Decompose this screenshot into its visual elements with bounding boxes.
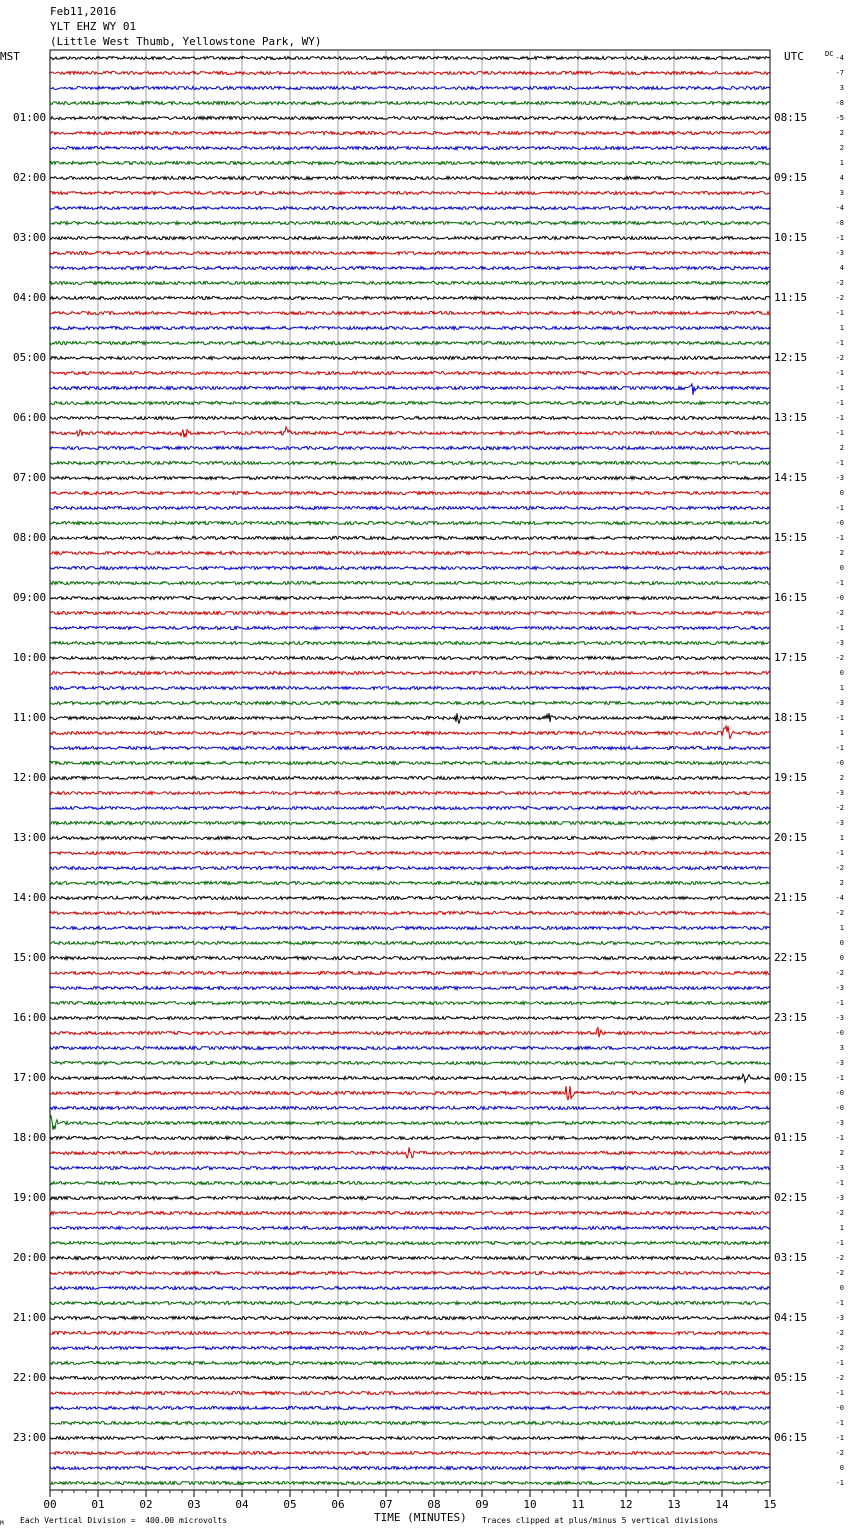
utc-hour-label: 14:15 <box>774 471 808 484</box>
dc-offset-value: -3 <box>835 1119 844 1127</box>
trace-line <box>50 686 770 689</box>
mst-hour-label: 14:00 <box>13 891 47 904</box>
station-location: (Little West Thumb, Yellowstone Park, WY) <box>50 35 322 48</box>
mst-hour-label: 12:00 <box>13 771 47 784</box>
dc-offset-value: -1 <box>835 849 844 857</box>
dc-offset-value: -5 <box>835 114 844 122</box>
dc-offset-value: -4 <box>835 204 844 212</box>
trace-line <box>50 1116 770 1130</box>
utc-hour-label: 20:15 <box>774 831 808 844</box>
dc-offset-value: 3 <box>839 84 844 92</box>
trace-line <box>50 881 770 884</box>
trace-line <box>50 866 770 869</box>
dc-offset-value: -1 <box>835 624 844 632</box>
dc-offset-value: -0 <box>835 759 844 767</box>
trace-line <box>50 1481 770 1484</box>
trace-line <box>50 221 770 224</box>
trace-line <box>50 206 770 209</box>
mst-hour-label: 17:00 <box>13 1071 47 1084</box>
trace-line <box>50 806 770 809</box>
dc-offset-value: -1 <box>835 369 844 377</box>
utc-hour-label: 02:15 <box>774 1191 808 1204</box>
mst-hour-label: 16:00 <box>13 1011 47 1024</box>
dc-offset-value: -2 <box>835 279 844 287</box>
dc-offset-value: -8 <box>835 219 844 227</box>
dc-offset-value: 2 <box>839 549 844 557</box>
trace-line <box>50 281 770 284</box>
dc-offset-value: -4 <box>835 54 844 62</box>
trace-line <box>50 726 770 739</box>
trace-line <box>50 551 770 554</box>
utc-hour-label: 18:15 <box>774 711 808 724</box>
trace-line <box>50 836 770 839</box>
trace-line <box>50 56 770 59</box>
dc-offset-value: -3 <box>835 1014 844 1022</box>
utc-hour-label: 16:15 <box>774 591 808 604</box>
dc-offset-value: -7 <box>835 69 844 77</box>
utc-hour-label: 09:15 <box>774 171 808 184</box>
trace-line <box>50 596 770 599</box>
dc-offset-value: -1 <box>835 429 844 437</box>
trace-line <box>50 1391 770 1394</box>
utc-hour-label: 05:15 <box>774 1371 808 1384</box>
trace-line <box>50 1166 770 1169</box>
x-tick-label: 13 <box>667 1498 681 1511</box>
dc-offset-value: -2 <box>835 909 844 917</box>
trace-line <box>50 1001 770 1004</box>
trace-line <box>50 1301 770 1304</box>
trace-line <box>50 911 770 914</box>
trace-line <box>50 956 770 959</box>
trace-line <box>50 86 770 89</box>
trace-line <box>50 1016 770 1019</box>
trace-line <box>50 191 770 194</box>
dc-offset-value: -1 <box>835 999 844 1007</box>
dc-offset-value: -0 <box>835 594 844 602</box>
utc-hour-label: 08:15 <box>774 111 808 124</box>
dc-offset-value: -3 <box>835 819 844 827</box>
trace-line <box>50 1074 770 1082</box>
trace-line <box>50 384 770 395</box>
utc-hour-label: 01:15 <box>774 1131 808 1144</box>
trace-line <box>50 1421 770 1424</box>
clip-note: Traces clipped at plus/minus 5 vertical divisions <box>482 1516 719 1525</box>
trace-line <box>50 656 770 659</box>
dc-offset-value: -1 <box>835 534 844 542</box>
dc-offset-value: -2 <box>835 1344 844 1352</box>
x-tick-label: 04 <box>235 1498 249 1511</box>
trace-line <box>50 71 770 74</box>
x-tick-label: 07 <box>379 1498 393 1511</box>
dc-offset-value: -1 <box>835 414 844 422</box>
mst-hour-label: 23:00 <box>13 1431 47 1444</box>
dc-offset-value: 0 <box>839 939 844 947</box>
dc-offset-value: -3 <box>835 699 844 707</box>
trace-line <box>50 1028 770 1038</box>
dc-offset-value: -1 <box>835 234 844 242</box>
x-tick-label: 01 <box>91 1498 105 1511</box>
dc-offset-value: -1 <box>835 1134 844 1142</box>
mst-hour-label: 01:00 <box>13 111 47 124</box>
trace-line <box>50 371 770 374</box>
x-tick-label: 06 <box>331 1498 345 1511</box>
dc-label: DC <box>825 50 834 58</box>
dc-offset-value: -2 <box>835 354 844 362</box>
trace-line <box>50 1256 770 1259</box>
dc-offset-value: -2 <box>835 1209 844 1217</box>
trace-line <box>50 761 770 764</box>
x-axis-title: TIME (MINUTES) <box>374 1511 467 1524</box>
dc-offset-value: 4 <box>839 264 844 272</box>
trace-line <box>50 1086 770 1100</box>
record-date: Feb11,2016 <box>50 5 117 18</box>
trace-line <box>50 161 770 164</box>
trace-line <box>50 1136 770 1139</box>
mst-hour-label: 05:00 <box>13 351 47 364</box>
mst-hour-label: 04:00 <box>13 291 47 304</box>
x-tick-label: 00 <box>43 1498 57 1511</box>
trace-line <box>50 476 770 479</box>
dc-offset-value: 1 <box>839 324 844 332</box>
dc-offset-value: 4 <box>839 174 844 182</box>
mst-hour-label: 18:00 <box>13 1131 47 1144</box>
utc-hour-label: 00:15 <box>774 1071 808 1084</box>
dc-offset-value: -0 <box>835 519 844 527</box>
mst-hour-label: 15:00 <box>13 951 47 964</box>
trace-line <box>50 1061 770 1064</box>
trace-line <box>50 611 770 614</box>
dc-offset-value: -0 <box>835 1404 844 1412</box>
mst-hour-label: 20:00 <box>13 1251 47 1264</box>
trace-line <box>50 1196 770 1199</box>
dc-offset-value: -1 <box>835 1419 844 1427</box>
utc-hour-label: 17:15 <box>774 651 808 664</box>
trace-line <box>50 1346 770 1349</box>
dc-offset-value: -2 <box>835 1269 844 1277</box>
x-tick-label: 03 <box>187 1498 201 1511</box>
trace-line <box>50 491 770 494</box>
trace-line <box>50 1241 770 1244</box>
dc-offset-value: -2 <box>835 609 844 617</box>
trace-line <box>50 1406 770 1409</box>
mst-hour-label: 10:00 <box>13 651 47 664</box>
mst-hour-label: 07:00 <box>13 471 47 484</box>
left-axis-title: MST <box>0 50 20 63</box>
x-tick-label: 09 <box>475 1498 489 1511</box>
dc-offset-value: -1 <box>835 309 844 317</box>
dc-offset-value: -3 <box>835 1059 844 1067</box>
dc-offset-value: 1 <box>839 729 844 737</box>
dc-offset-value: -1 <box>835 384 844 392</box>
dc-offset-value: -1 <box>835 1359 844 1367</box>
mst-hour-label: 08:00 <box>13 531 47 544</box>
utc-hour-label: 10:15 <box>774 231 808 244</box>
dc-offset-value: 0 <box>839 1284 844 1292</box>
mst-hour-label: 11:00 <box>13 711 47 724</box>
trace-line <box>50 821 770 824</box>
mst-hour-label: 09:00 <box>13 591 47 604</box>
utc-hour-label: 19:15 <box>774 771 808 784</box>
utc-hour-label: 06:15 <box>774 1431 808 1444</box>
scale-note: Each Vertical Division = 400.00 microvolts <box>20 1516 228 1525</box>
trace-line <box>50 266 770 269</box>
mst-hour-label: 19:00 <box>13 1191 47 1204</box>
trace-line <box>50 776 770 779</box>
trace-line <box>50 251 770 254</box>
trace-line <box>50 791 770 794</box>
dc-offset-value: -3 <box>835 1194 844 1202</box>
dc-offset-value: -1 <box>835 459 844 467</box>
x-tick-label: 05 <box>283 1498 297 1511</box>
x-tick-label: 08 <box>427 1498 441 1511</box>
dc-offset-value: -0 <box>835 1104 844 1112</box>
trace-line <box>50 641 770 644</box>
mst-hour-label: 06:00 <box>13 411 47 424</box>
utc-hour-label: 04:15 <box>774 1311 808 1324</box>
x-tick-label: 11 <box>571 1498 585 1511</box>
trace-line <box>50 1361 770 1364</box>
trace-line <box>50 341 770 344</box>
dc-offset-value: -8 <box>835 99 844 107</box>
dc-offset-value: -1 <box>835 1389 844 1397</box>
trace-line <box>50 356 770 359</box>
x-tick-label: 10 <box>523 1498 537 1511</box>
trace-line <box>50 1436 770 1439</box>
dc-offset-value: -2 <box>835 804 844 812</box>
dc-offset-value: -4 <box>835 894 844 902</box>
trace-line <box>50 131 770 134</box>
mst-hour-label: 22:00 <box>13 1371 47 1384</box>
dc-offset-value: -1 <box>835 339 844 347</box>
trace-line <box>50 746 770 749</box>
trace-line <box>50 626 770 629</box>
dc-offset-value: -3 <box>835 639 844 647</box>
dc-offset-value: 2 <box>839 144 844 152</box>
dc-offset-value: -1 <box>835 1299 844 1307</box>
dc-offset-value: 1 <box>839 684 844 692</box>
trace-line <box>50 1147 770 1158</box>
trace-line <box>50 1466 770 1469</box>
dc-offset-value: -3 <box>835 249 844 257</box>
trace-line <box>50 506 770 509</box>
trace-line <box>50 1451 770 1454</box>
utc-hour-label: 23:15 <box>774 1011 808 1024</box>
trace-line <box>50 427 770 438</box>
trace-line <box>50 461 770 464</box>
dc-offset-value: -1 <box>835 1179 844 1187</box>
trace-line <box>50 311 770 314</box>
dc-offset-value: -0 <box>835 1029 844 1037</box>
dc-offset-value: 0 <box>839 954 844 962</box>
x-tick-label: 12 <box>619 1498 633 1511</box>
mst-hour-label: 02:00 <box>13 171 47 184</box>
trace-line <box>50 146 770 149</box>
dc-offset-value: 1 <box>839 159 844 167</box>
utc-hour-label: 22:15 <box>774 951 808 964</box>
dc-offset-value: -2 <box>835 1329 844 1337</box>
dc-offset-value: 0 <box>839 564 844 572</box>
dc-offset-value: -2 <box>835 654 844 662</box>
dc-offset-value: 0 <box>839 669 844 677</box>
trace-line <box>50 581 770 584</box>
trace-line <box>50 1106 770 1109</box>
trace-line <box>50 416 770 419</box>
trace-line <box>50 713 770 724</box>
dc-offset-value: -1 <box>835 504 844 512</box>
dc-offset-value: 3 <box>839 189 844 197</box>
dc-offset-value: -2 <box>835 1449 844 1457</box>
plot-frame <box>50 50 770 1490</box>
mst-hour-label: 21:00 <box>13 1311 47 1324</box>
dc-offset-value: -1 <box>835 1074 844 1082</box>
dc-offset-value: -1 <box>835 399 844 407</box>
utc-hour-label: 21:15 <box>774 891 808 904</box>
trace-line <box>50 1286 770 1289</box>
utc-hour-label: 12:15 <box>774 351 808 364</box>
dc-offset-value: -1 <box>835 1239 844 1247</box>
dc-offset-value: -3 <box>835 789 844 797</box>
utc-hour-label: 11:15 <box>774 291 808 304</box>
corner-mark: M <box>0 1520 4 1527</box>
trace-line <box>50 701 770 704</box>
dc-offset-value: 0 <box>839 489 844 497</box>
dc-offset-value: -1 <box>835 714 844 722</box>
trace-line <box>50 926 770 929</box>
dc-offset-value: -2 <box>835 864 844 872</box>
trace-line <box>50 536 770 539</box>
dc-offset-value: 3 <box>839 1044 844 1052</box>
utc-hour-label: 13:15 <box>774 411 808 424</box>
dc-offset-value: -2 <box>835 1374 844 1382</box>
trace-line <box>50 851 770 854</box>
dc-offset-value: 1 <box>839 924 844 932</box>
dc-offset-value: -2 <box>835 294 844 302</box>
mst-hour-label: 13:00 <box>13 831 47 844</box>
trace-line <box>50 296 770 299</box>
trace-line <box>50 896 770 899</box>
trace-line <box>50 1376 770 1379</box>
dc-offset-value: -1 <box>835 1479 844 1487</box>
trace-line <box>50 986 770 989</box>
dc-offset-value: -2 <box>835 969 844 977</box>
dc-offset-value: 1 <box>839 1224 844 1232</box>
trace-line <box>50 446 770 449</box>
trace-line <box>50 1226 770 1229</box>
trace-line <box>50 1331 770 1334</box>
dc-offset-value: -3 <box>835 1314 844 1322</box>
trace-line <box>50 116 770 119</box>
x-tick-label: 02 <box>139 1498 153 1511</box>
dc-offset-value: -2 <box>835 1254 844 1262</box>
dc-offset-value: -1 <box>835 1434 844 1442</box>
x-tick-label: 15 <box>763 1498 777 1511</box>
dc-offset-value: 1 <box>839 834 844 842</box>
dc-offset-value: 2 <box>839 774 844 782</box>
dc-offset-value: -3 <box>835 474 844 482</box>
trace-line <box>50 401 770 404</box>
trace-line <box>50 671 770 674</box>
trace-line <box>50 941 770 944</box>
x-tick-label: 14 <box>715 1498 729 1511</box>
dc-offset-value: -3 <box>835 1164 844 1172</box>
dc-offset-value: 2 <box>839 444 844 452</box>
dc-offset-value: -1 <box>835 579 844 587</box>
trace-line <box>50 236 770 239</box>
trace-line <box>50 1271 770 1274</box>
utc-hour-label: 03:15 <box>774 1251 808 1264</box>
dc-offset-value: -3 <box>835 984 844 992</box>
dc-offset-value: 2 <box>839 1149 844 1157</box>
trace-line <box>50 971 770 974</box>
dc-offset-value: 2 <box>839 129 844 137</box>
dc-offset-value: 2 <box>839 879 844 887</box>
mst-hour-label: 03:00 <box>13 231 47 244</box>
trace-line <box>50 566 770 569</box>
right-axis-title: UTC <box>784 50 804 63</box>
trace-line <box>50 521 770 524</box>
trace-line <box>50 176 770 179</box>
dc-offset-value: 0 <box>839 1464 844 1472</box>
trace-line <box>50 1211 770 1214</box>
dc-offset-value: -1 <box>835 744 844 752</box>
trace-line <box>50 1046 770 1049</box>
trace-line <box>50 101 770 104</box>
dc-offset-value: -0 <box>835 1089 844 1097</box>
trace-line <box>50 326 770 329</box>
trace-line <box>50 1316 770 1319</box>
utc-hour-label: 15:15 <box>774 531 808 544</box>
station-code: YLT EHZ WY 01 <box>50 20 137 33</box>
trace-line <box>50 1181 770 1184</box>
